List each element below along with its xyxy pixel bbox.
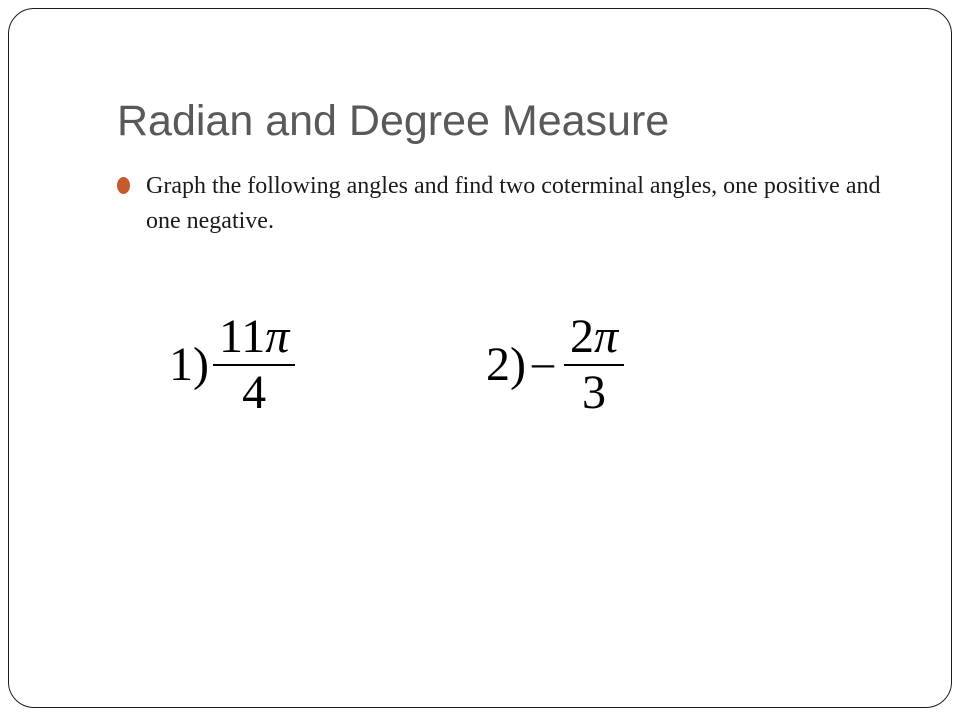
problem-2-minus-sign: – — [531, 338, 554, 387]
problem-2-fraction — [564, 310, 624, 419]
problem-1-pi-symbol: π — [265, 310, 290, 363]
problem-2-denominator: 3 — [582, 366, 606, 419]
problem-1-numerator — [213, 310, 295, 363]
bullet-text: Graph the following angles and find two coterminal angles, one positive and one negative. — [146, 173, 881, 234]
slide-title: Radian and Degree Measure — [117, 97, 670, 145]
problem-1-coefficient: 11 — [218, 310, 266, 363]
problem-1-label: 1) — [169, 338, 209, 391]
problem-1-fraction — [213, 310, 295, 419]
problem-2-coefficient: 2 — [569, 310, 594, 363]
problem-1-expression — [169, 310, 295, 419]
bullet-list — [117, 169, 907, 239]
bullet-dot-icon — [117, 177, 130, 194]
problem-2-expression — [486, 310, 624, 419]
problem-2-numerator — [564, 310, 624, 363]
problem-2-label: 2) — [486, 338, 526, 391]
problem-1-denominator: 4 — [242, 366, 267, 419]
slide-frame — [8, 8, 952, 708]
bullet-item — [117, 169, 907, 239]
problem-2-pi-symbol: π — [593, 310, 619, 363]
